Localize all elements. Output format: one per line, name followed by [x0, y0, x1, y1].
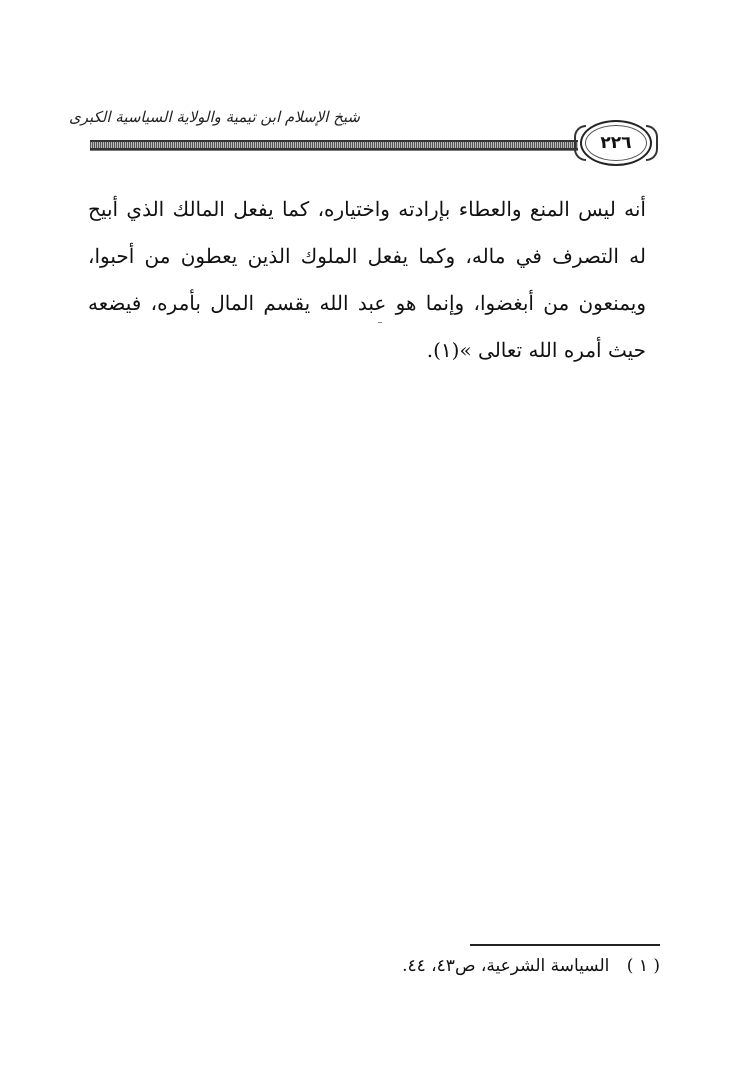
header-rule	[90, 140, 578, 150]
print-speck	[378, 322, 382, 323]
footnote-marker: ( ١ )	[626, 956, 660, 976]
footnote-separator	[470, 944, 660, 946]
page-number: ٢٢٦	[600, 133, 632, 153]
page-number-badge	[580, 120, 652, 166]
footnote	[402, 956, 660, 976]
header-rule-thin	[90, 150, 578, 151]
running-header-title: شيخ الإسلام ابن تيمية والولاية السياسية الكبرى	[68, 108, 360, 126]
footnote-text: السياسة الشرعية، ص٤٣، ٤٤.	[402, 956, 610, 976]
body-paragraph: أنه ليس المنع والعطاء بإرادته واختياره، كما يفعل المالك الذي أبيح له التصرف في ماله، وكما يفعل الملوك الذين يعطون من أحبوا، ويمنعون من أبغضوا، وإنما هو عبد الله يقسم المال بأمره، فيضعه حيث أمره الله تعالى »(١).	[88, 197, 646, 362]
